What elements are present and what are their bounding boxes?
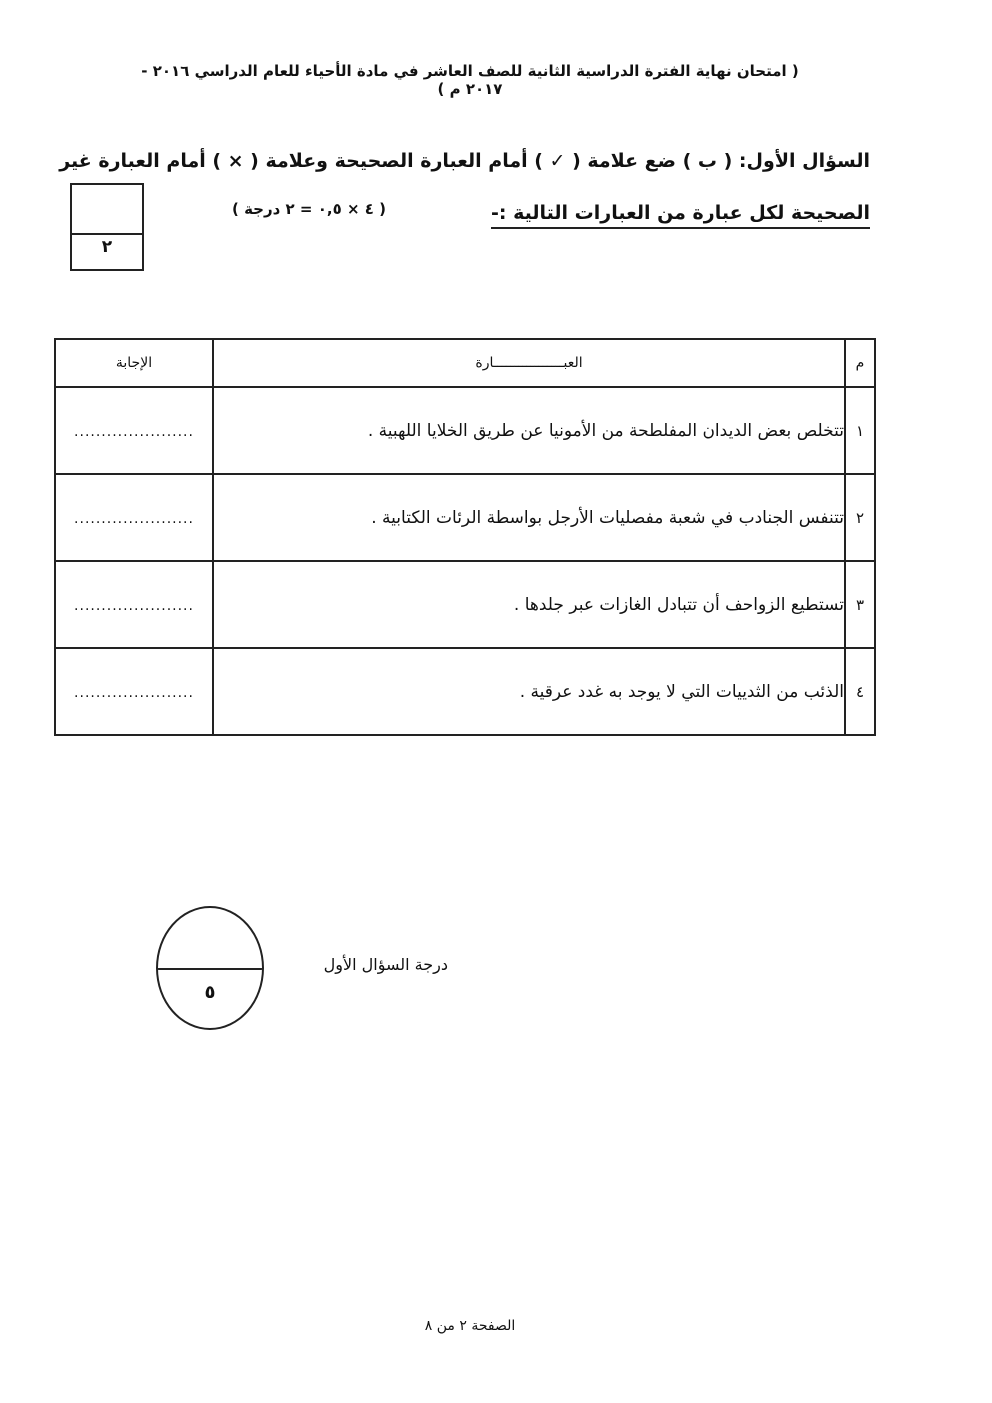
score-box-max: ٢ bbox=[101, 237, 113, 257]
marks-distribution-note: ( ٤ × ٠,٥ = ٢ درجة ) bbox=[232, 200, 386, 218]
grade-circle-max: ٥ bbox=[204, 982, 216, 1003]
table-header-row bbox=[55, 339, 875, 387]
answer-dots: ...................... bbox=[74, 511, 194, 527]
score-box bbox=[70, 183, 144, 271]
grade-circle-divider bbox=[158, 968, 262, 970]
answer-dots: ...................... bbox=[74, 424, 194, 440]
table-row bbox=[55, 561, 875, 648]
row-number: ٤ bbox=[845, 648, 875, 735]
question-instruction-line-1: السؤال الأول: ( ب ) ضع علامة ( ✓ ) أمام العبارة الصحيحة وعلامة ( × ) أمام العبارة غير bbox=[59, 150, 870, 172]
header-number: م bbox=[845, 339, 875, 387]
header-statement: العبـــــــــــــــــارة bbox=[213, 339, 845, 387]
answer-field[interactable] bbox=[55, 387, 213, 474]
answer-field[interactable] bbox=[55, 474, 213, 561]
row-statement: تتنفس الجنادب في شعبة مفصليات الأرجل بواسطة الرئات الكتابية . bbox=[213, 474, 845, 561]
answer-field[interactable] bbox=[55, 561, 213, 648]
question-instruction-line-2: الصحيحة لكل عبارة من العبارات التالية :- bbox=[491, 202, 870, 229]
table-row bbox=[55, 648, 875, 735]
answer-dots: ...................... bbox=[74, 685, 194, 701]
answer-dots: ...................... bbox=[74, 598, 194, 614]
page-number-footer: الصفحة ٢ من ٨ bbox=[424, 1318, 516, 1334]
answer-field[interactable] bbox=[55, 648, 213, 735]
row-number: ٣ bbox=[845, 561, 875, 648]
header-answer: الإجابة bbox=[55, 339, 213, 387]
table-row bbox=[55, 387, 875, 474]
true-false-table bbox=[54, 338, 876, 736]
grade-label: درجة السؤال الأول bbox=[323, 955, 448, 974]
row-statement: تستطيع الزواحف أن تتبادل الغازات عبر جلدها . bbox=[213, 561, 845, 648]
row-statement: تتخلص بعض الديدان المفلطحة من الأمونيا عن طريق الخلايا اللهبية . bbox=[213, 387, 845, 474]
row-statement: الذئب من الثدييات التي لا يوجد به غدد عرقية . bbox=[213, 648, 845, 735]
exam-header-title: ( امتحان نهاية الفترة الدراسية الثانية للصف العاشر في مادة الأحياء للعام الدراسي ٢٠١٦ - ٢٠١٧ م ) bbox=[141, 62, 799, 98]
row-number: ١ bbox=[845, 387, 875, 474]
row-number: ٢ bbox=[845, 474, 875, 561]
score-box-divider bbox=[72, 233, 142, 235]
table-row bbox=[55, 474, 875, 561]
grade-circle bbox=[156, 906, 264, 1030]
